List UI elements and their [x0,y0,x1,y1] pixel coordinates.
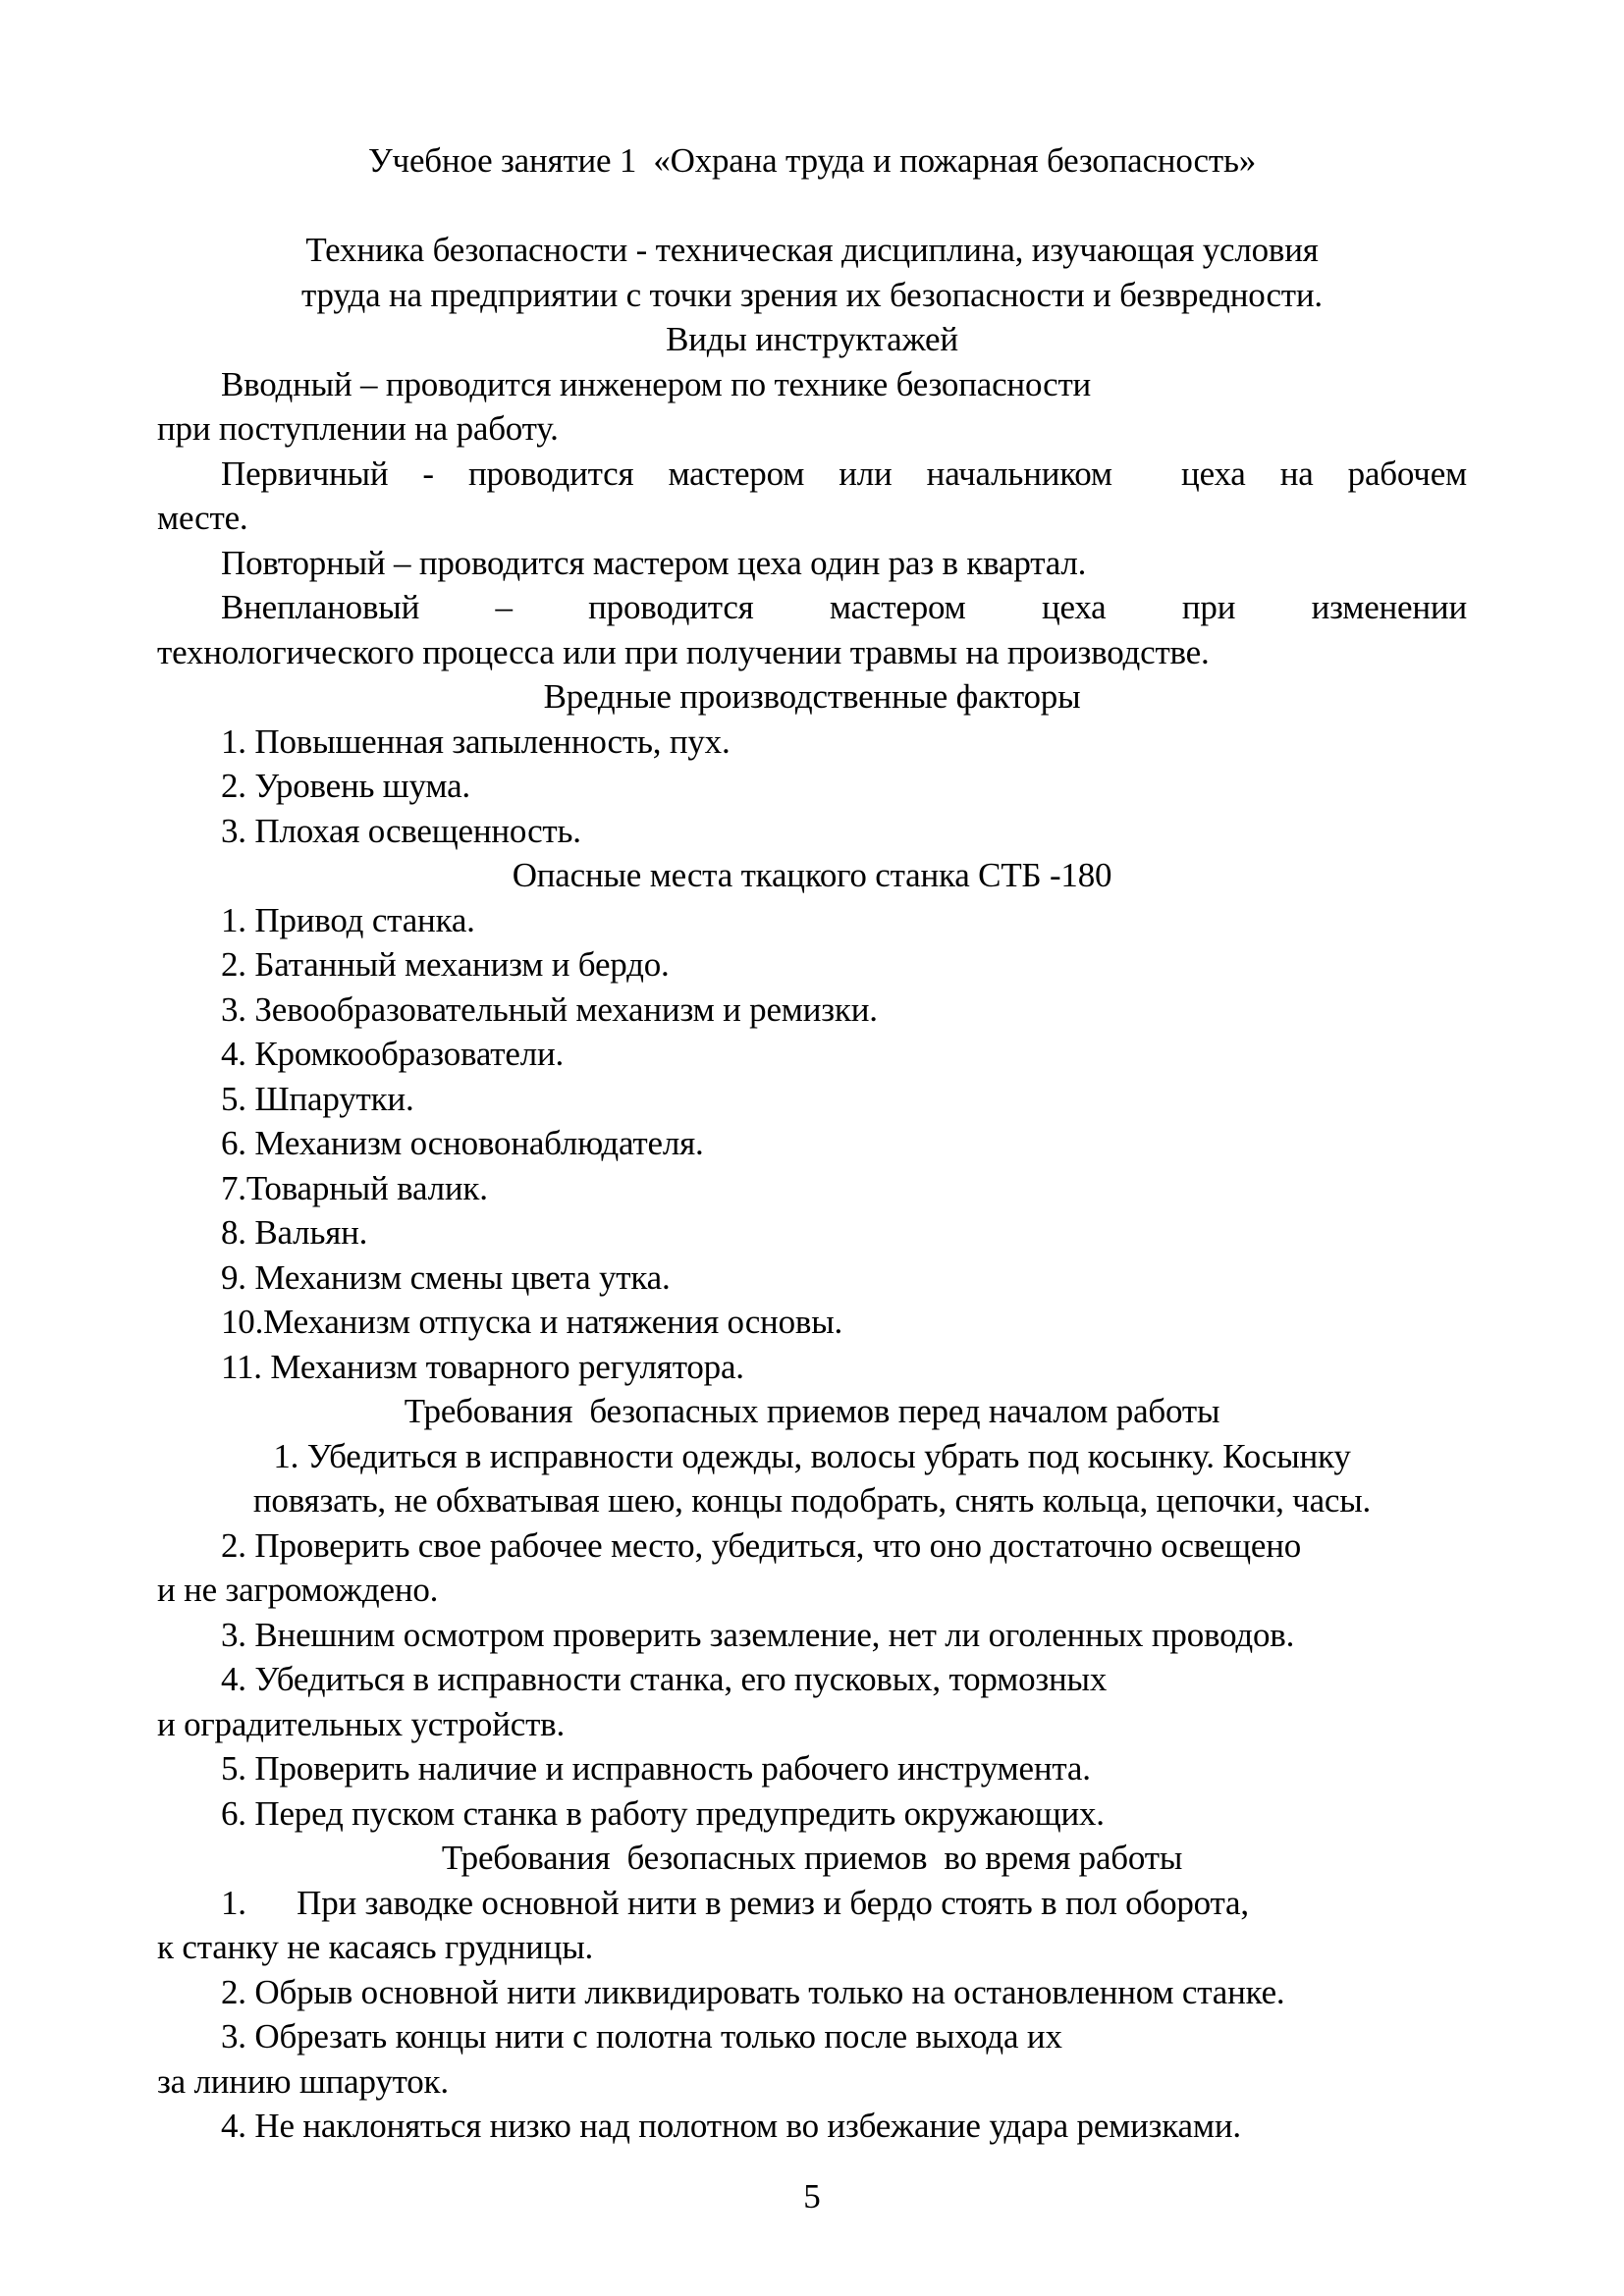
page-title: Учебное занятие 1 «Охрана труда и пожарная безопасность» [367,141,1257,180]
paragraph-line: труда на предприятии с точки зрения их безопасности и безвредности. [301,275,1323,314]
list-item: 5. Шпарутки. [221,1079,414,1118]
list-item: 1. Привод станка. [221,900,475,939]
paragraph-line: Вводный – проводится инженером по технике безопасности [221,364,1092,403]
page-number: 5 [803,2176,821,2216]
list-item: 1. При заводке основной нити в ремиз и бердо стоять в пол оборота, [221,1883,1249,1922]
list-item: 6. Механизм основонаблюдателя. [221,1124,704,1162]
paragraph-line: к станку не касаясь грудницы. [157,1928,594,1966]
list-item: 7.Товарный валик. [221,1168,488,1207]
list-item: 1. Повышенная запыленность, пух. [221,721,731,761]
list-item: 2. Обрыв основной нити ликвидировать только на остановленном станке. [221,1972,1285,2011]
blank-line [157,184,1467,229]
list-item: 4. Убедиться в исправности станка, его пусковых, тормозных [221,1660,1108,1698]
list-item: 10.Механизм отпуска и натяжения основы. [221,1303,843,1341]
list-item: 4. Кромкообразователи. [221,1035,565,1073]
section-heading: Опасные места ткацкого станка СТБ -180 [512,856,1112,894]
paragraph-line: за линию шпаруток. [157,2061,449,2101]
paragraph-line: технологического процесса или при получении травмы на производстве. [157,632,1210,671]
section-heading: Требования безопасных приемов во время работы [441,1839,1183,1877]
paragraph-line: и не загромождено. [157,1571,439,1609]
list-item: 9. Механизм смены цвета утка. [221,1257,671,1297]
paragraph-line: Повторный – проводится мастером цеха один раз в квартал. [221,543,1087,582]
paragraph-line: повязать, не обхватывая шею, концы подобрать, снять кольца, цепочки, часы. [252,1481,1372,1520]
list-item: 3. Плохая освещенность. [221,811,581,850]
paragraph-line: Техника безопасности - техническая дисциплина, изучающая условия [305,231,1319,269]
list-item: 1. Убедиться в исправности одежды, волосы убрать под косынку. Косынку [273,1436,1351,1475]
list-item: 8. Вальян. [221,1213,368,1252]
paragraph-line: Первичный - проводится мастером или начальником цеха на рабочем [221,454,1467,493]
paragraph-line: месте. [157,499,248,537]
list-item: 3. Внешним осмотром проверить заземление, нет ли оголенных проводов. [221,1615,1295,1654]
list-item: 4. Не наклоняться низко над полотном во избежание удара ремизками. [221,2107,1241,2145]
section-heading: Вредные производственные факторы [543,677,1081,716]
paragraph-line: при поступлении на работу. [157,409,559,448]
list-item: 11. Механизм товарного регулятора. [221,1347,744,1386]
list-item: 5. Проверить наличие и исправность рабочего инструмента. [221,1749,1091,1788]
paragraph-line: Внеплановый – проводится мастером цеха при изменении [221,588,1467,626]
paragraph-line: и оградительных устройств. [157,1704,566,1743]
list-item: 2. Батанный механизм и бердо. [221,945,670,984]
section-heading: Требования безопасных приемов перед началом работы [404,1392,1220,1430]
list-item: 3. Обрезать концы нити с полотна только после выхода их [221,2017,1062,2056]
section-heading: Виды инструктажей [666,320,958,358]
list-item: 6. Перед пуском станка в работу предупредить окружающих. [221,1793,1105,1833]
list-item: 2. Уровень шума. [221,767,470,805]
list-item: 3. Зевообразовательный механизм и ремизки. [221,989,878,1029]
list-item: 2. Проверить свое рабочее место, убедиться, что оно достаточно освещено [221,1525,1302,1565]
